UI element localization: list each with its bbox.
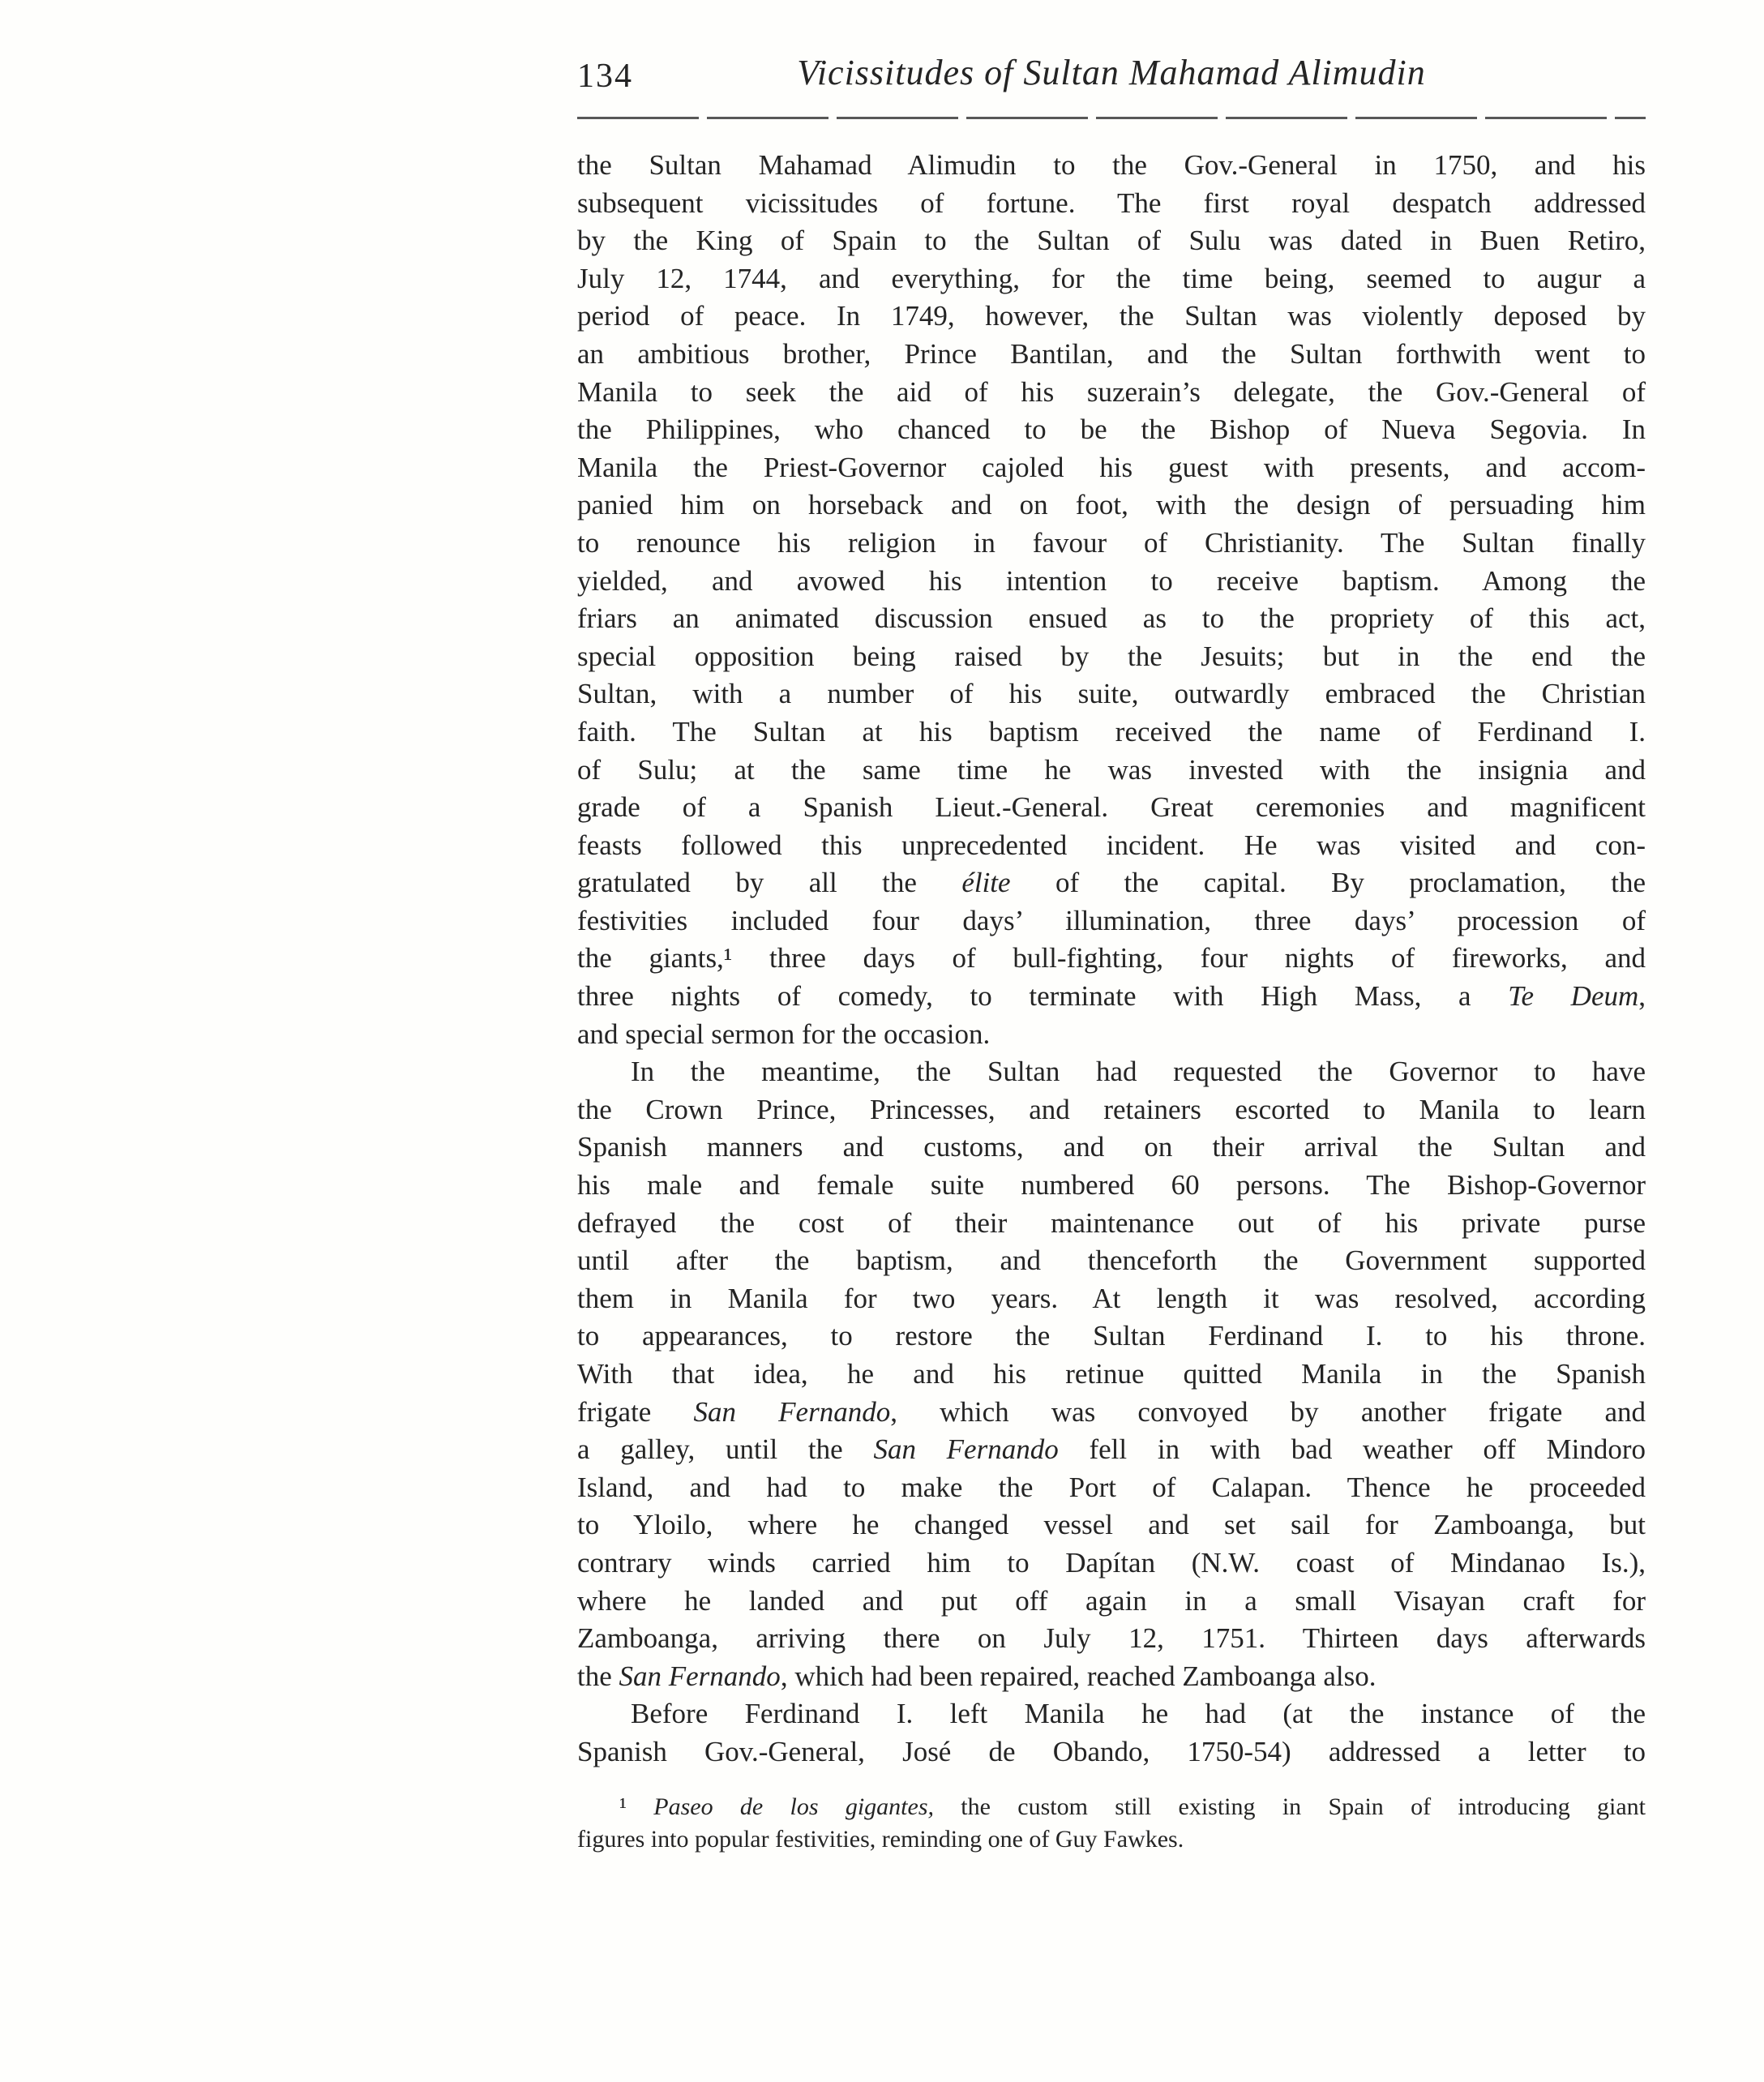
page-header: [577, 52, 1646, 109]
text-line: the giants,¹ three days of bull-fighting, four nights of fireworks, and: [577, 942, 1646, 975]
text-line: them in Manila for two years. At length it was resolved, according: [577, 1282, 1646, 1314]
text-line: frigate San Fernando, which was convoyed by another frigate and: [577, 1395, 1646, 1428]
text-line: the Sultan Mahamad Alimudin to the Gov.-General in 1750, and his: [577, 149, 1646, 181]
text-line: an ambitious brother, Prince Bantilan, and the Sultan forthwith went to: [577, 337, 1646, 370]
text-line: until after the baptism, and thenceforth the Government supported: [577, 1244, 1646, 1277]
text-line: to Yloilo, where he changed vessel and set sail for Zamboanga, but: [577, 1509, 1646, 1541]
text-line: a galley, until the San Fernando fell in with bad weather off Mindoro: [577, 1433, 1646, 1466]
header-rule: [577, 117, 1646, 119]
text-line: defrayed the cost of their maintenance out of his private purse: [577, 1206, 1646, 1239]
text-line: July 12, 1744, and everything, for the time being, seemed to augur a: [577, 262, 1646, 294]
text-line: the San Fernando, which had been repaired, reached Zamboanga also.: [577, 1660, 1377, 1692]
text-line: his male and female suite numbered 60 persons. The Bishop-Governor: [577, 1169, 1646, 1202]
text-line: friars an animated discussion ensued as to the propriety of this act,: [577, 602, 1646, 635]
text-line: grade of a Spanish Lieut.-General. Great ceremonies and magnificent: [577, 791, 1646, 824]
text-line: contrary winds carried him to Dapítan (N.W. coast of Mindanao Is.),: [577, 1546, 1646, 1579]
text-line: Zamboanga, arriving there on July 12, 1751. Thirteen days afterwards: [577, 1622, 1646, 1655]
body-text: [577, 147, 1646, 1771]
paragraph: [577, 1695, 1646, 1771]
text-line: Spanish manners and customs, and on their arrival the Sultan and: [577, 1131, 1646, 1163]
paragraph: [577, 1053, 1646, 1695]
text-line: period of peace. In 1749, however, the Sultan was violently deposed by: [577, 300, 1646, 332]
text-line: Manila to seek the aid of his suzerain’s delegate, the Gov.-General of: [577, 375, 1646, 408]
text-line: gratulated by all the élite of the capital. By proclamation, the: [577, 867, 1646, 899]
text-line: to appearances, to restore the Sultan Ferdinand I. to his throne.: [577, 1320, 1646, 1352]
text-line: ¹ Paseo de los gigantes, the custom still existing in Spain of introducing giant: [619, 1793, 1646, 1820]
text-line: by the King of Spain to the Sultan of Sulu was dated in Buen Retiro,: [577, 225, 1646, 257]
text-line: Spanish Gov.-General, José de Obando, 1750-54) addressed a letter to: [577, 1735, 1646, 1767]
text-line: Manila the Priest-Governor cajoled his guest with presents, and accom-: [577, 451, 1646, 483]
text-line: special opposition being raised by the Jesuits; but in the end the: [577, 640, 1646, 672]
text-line: Sultan, with a number of his suite, outwardly embraced the Christian: [577, 678, 1646, 710]
text-line: of Sulu; at the same time he was invested with the insignia and: [577, 753, 1646, 786]
text-line: the Crown Prince, Princesses, and retainers escorted to Manila to learn: [577, 1093, 1646, 1125]
text-line: yielded, and avowed his intention to receive baptism. Among the: [577, 564, 1646, 597]
text-line: the Philippines, who chanced to be the Bishop of Nueva Segovia. In: [577, 413, 1646, 446]
text-line: to renounce his religion in favour of Christianity. The Sultan finally: [577, 526, 1646, 559]
text-line: and special sermon for the occasion.: [577, 1017, 991, 1050]
text-line: Before Ferdinand I. left Manila he had (at the instance of the: [631, 1698, 1646, 1730]
footnote: [577, 1791, 1646, 1856]
text-line: With that idea, he and his retinue quitted Manila in the Spanish: [577, 1358, 1646, 1390]
text-line: figures into popular festivities, reminding one of Guy Fawkes.: [577, 1825, 1184, 1853]
text-line: subsequent vicissitudes of fortune. The first royal despatch addressed: [577, 186, 1646, 219]
paragraph: [577, 147, 1646, 1053]
page-content: [577, 52, 1646, 1856]
running-title: Vicissitudes of Sultan Mahamad Alimudin: [797, 53, 1426, 92]
text-line: three nights of comedy, to terminate with High Mass, a Te Deum,: [577, 980, 1646, 1013]
text-line: panied him on horseback and on foot, with the design of persuading him: [577, 489, 1646, 521]
text-line: faith. The Sultan at his baptism received the name of Ferdinand I.: [577, 715, 1646, 748]
text-line: where he landed and put off again in a small Visayan craft for: [577, 1584, 1646, 1617]
text-line: festivities included four days’ illumination, three days’ procession of: [577, 904, 1646, 936]
text-line: feasts followed this unprecedented incident. He was visited and con-: [577, 829, 1646, 861]
text-line: In the meantime, the Sultan had requested the Governor to have: [631, 1056, 1646, 1088]
text-line: Island, and had to make the Port of Calapan. Thence he proceeded: [577, 1471, 1646, 1503]
page-number: 134: [577, 58, 633, 95]
